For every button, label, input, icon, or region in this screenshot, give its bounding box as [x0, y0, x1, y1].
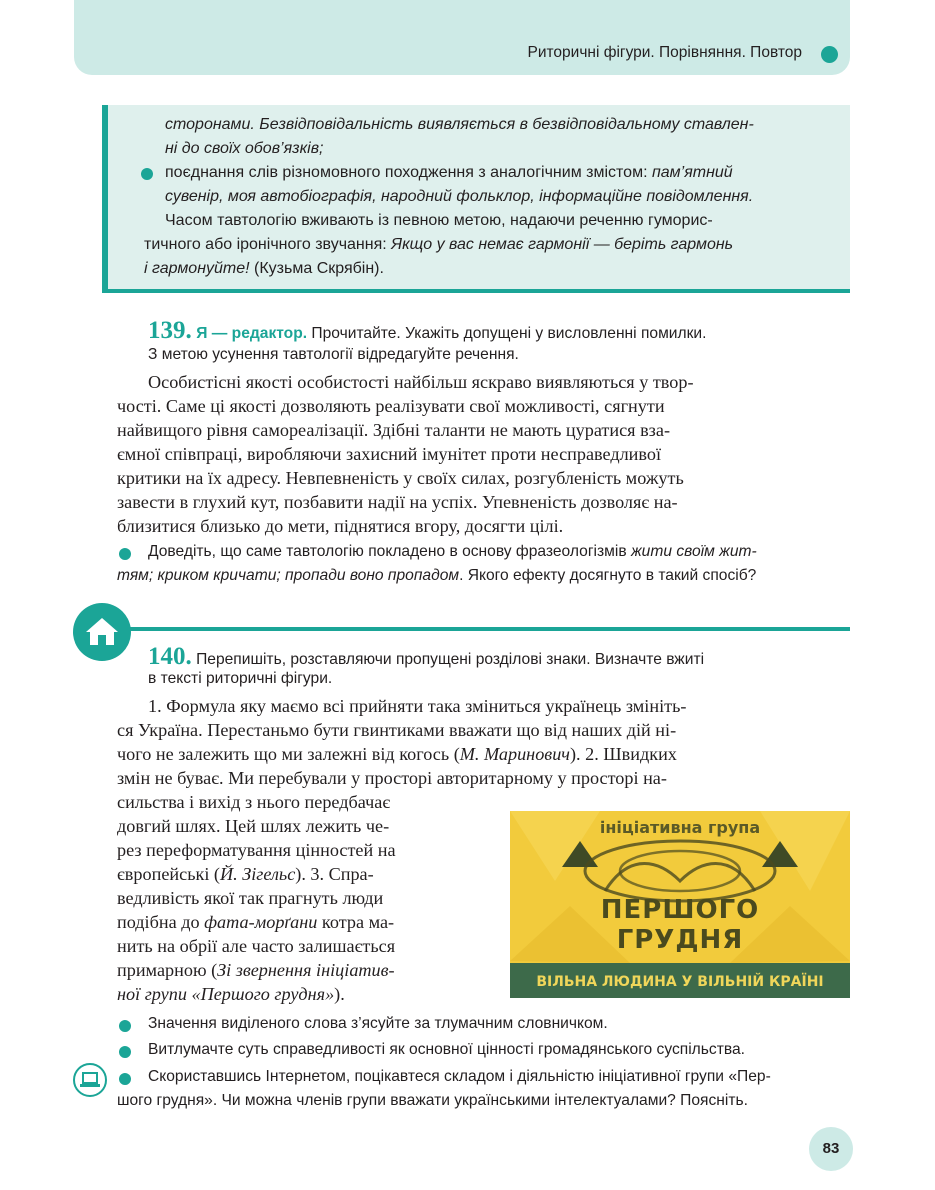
exercise-task: Перепишіть, розставляючи пропущені розділові знаки. Визначте вжиті	[191, 651, 705, 668]
exercise-task: Прочитайте. Укажіть допущені у висловленні помилки.	[307, 325, 707, 342]
note-line-5: Часом тавтологію вживають із певною метою, надаючи реченню гуморис-	[165, 212, 713, 229]
exercise-139-text-line: найвищого рівня самореалізації. Здібні таланти не мають цуратися вза-	[117, 420, 670, 440]
exercise-139-text-line: чості. Саме ці якості дозволяють реалізувати свої можливості, сягнути	[117, 396, 665, 416]
exercise-139-text-line: критики на їх адресу. Невпевненість у своїх силах, розгубленість можуть	[117, 468, 684, 488]
exercise-139-task-line-2: З метою усунення тавтології відредагуйте речення.	[148, 346, 519, 363]
exercise-140-text-line: ся Україна. Перестаньмо бути гвинтиками вважати що від наших дій ні-	[117, 720, 677, 740]
note-line-3: поєднання слів різномовного походження з аналогічним змістом: пам’ятний	[165, 164, 733, 181]
question-1: Значення виділеного слова з’ясуйте за тлумачним словничком.	[148, 1015, 608, 1032]
exercise-140-text-line: нить на обрії але часто залишається	[117, 936, 396, 956]
exercise-140-task-line-2: в тексті риторичні фігури.	[148, 670, 333, 687]
bullet-icon	[119, 548, 131, 560]
exercise-140-text-line: 1. Формула яку маємо всі прийняти така зміниться українець змініть-	[148, 696, 687, 716]
note-line-4: сувенір, моя автобіографія, народний фольклор, інформаційне повідомлення.	[165, 188, 754, 205]
poster-top-text: ініціативна група	[599, 818, 761, 837]
initiative-group-poster	[510, 811, 850, 998]
exercise-139-question-line-1: Доведіть, що саме тавтологію покладено в основу фразеологізмів жити своїм жит-	[148, 543, 757, 560]
exercise-140-text-line: подібна до фата-морґани котра ма-	[117, 912, 395, 932]
exercise-139-text-line: ємної співпраці, виробляючи захисний імунітет проти несправедливої	[117, 444, 662, 464]
bullet-icon	[141, 168, 153, 180]
exercise-140-text-line: примарною (Зі звернення ініціатив-	[117, 960, 395, 980]
exercise-139-heading	[148, 317, 706, 345]
exercise-140-text-line: сильства і вихід з нього передбачає	[117, 792, 391, 812]
poster-main-text: ПЕРШОГО ГРУДНЯ	[600, 895, 760, 955]
poster-banner-text: ВІЛЬНА ЛЮДИНА У ВІЛЬНІЙ КРАЇНІ	[536, 974, 824, 990]
bullet-icon	[119, 1020, 131, 1032]
bullet-icon	[119, 1073, 131, 1085]
exercise-140-text-line: довгий шлях. Цей шлях лежить че-	[117, 816, 390, 836]
exercise-number: 140.	[148, 643, 192, 670]
tautology-note-box	[102, 105, 850, 293]
note-line-2: ні до своїх обов’язків;	[165, 140, 324, 157]
exercise-140-text-line: ведливість якої так прагнуть люди	[117, 888, 384, 908]
exercise-140-text-line: рез переформатування цінностей на	[117, 840, 396, 860]
note-line-1: сторонами. Безвідповідальність виявляється в безвідповідальному ставлен-	[165, 116, 754, 133]
exercise-140-text-line: змін не буває. Ми перебували у просторі авторитарному у просторі на-	[117, 768, 667, 788]
exercise-139-question-line-2: тям; криком кричати; пропади воно пропадом. Якого ефекту досягнуто в такий спосіб?	[117, 567, 757, 584]
note-line-7: і гармонуйте! (Кузьма Скрябін).	[144, 260, 384, 277]
exercise-139-text-line: Особистісні якості особистості найбільш яскраво виявляються у твор-	[148, 372, 694, 392]
exercise-140-text-line: чого не залежить що ми залежні від когось (М. Маринович). 2. Швидких	[117, 744, 677, 764]
section-divider	[102, 627, 850, 631]
note-line-6: тичного або іронічного звучання: Якщо у вас немає гармонії — беріть гармонь	[144, 236, 734, 253]
question-2: Витлумачте суть справедливості як основної цінності громадянського суспільства.	[148, 1041, 745, 1058]
home-icon	[73, 603, 131, 661]
running-header	[74, 0, 850, 75]
header-dot-icon	[821, 46, 838, 63]
header-title: Риторичні фігури. Порівняння. Повтор	[527, 44, 802, 61]
exercise-tag: Я — редактор.	[196, 325, 308, 342]
exercise-140-text-line: ної групи «Першого грудня»).	[117, 984, 345, 1004]
question-3-line-1: Скориставшись Інтернетом, поцікавтеся складом і діяльністю ініціативної групи «Пер-	[148, 1068, 771, 1085]
exercise-140-heading	[148, 643, 704, 671]
exercise-140-text-line: європейські (Й. Зігельс). 3. Спра-	[117, 864, 374, 884]
bullet-icon	[119, 1046, 131, 1058]
exercise-139-text-line: завести в глухий кут, позбавити надії на успіх. Упевненість дозволяє на-	[117, 492, 678, 512]
exercise-number: 139.	[148, 317, 192, 344]
laptop-icon	[73, 1063, 107, 1097]
question-3-line-2: шого грудня». Чи можна членів групи вважати українськими інтелектуалами? Поясніть.	[117, 1092, 748, 1109]
exercise-139-text-line: близитися близько до мети, піднятися вгору, досягти цілі.	[117, 516, 564, 536]
page-number: 83	[809, 1127, 853, 1171]
